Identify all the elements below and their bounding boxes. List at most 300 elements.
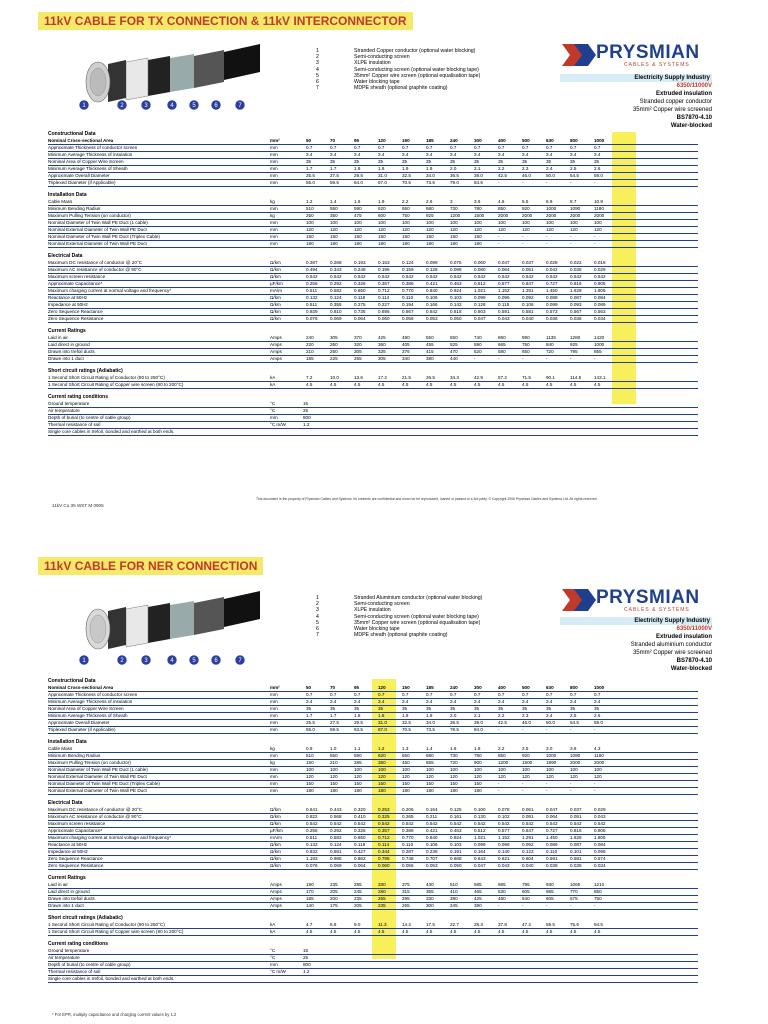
cell-value: 0.647 <box>522 828 534 833</box>
cell-value: 210 <box>306 349 314 354</box>
cell-value: 440 <box>450 356 458 361</box>
svg-text:7: 7 <box>238 658 242 664</box>
cell-value: 120 <box>402 227 410 232</box>
cell-value: 2.2 <box>498 713 505 718</box>
cell-value: 0.110 <box>402 842 414 847</box>
column-header: 630 <box>546 138 554 143</box>
cell-value: 180 <box>306 788 314 793</box>
row-label: Nominal Diameter of Twin Wall PE Duct (1 cable) <box>48 767 148 772</box>
cell-value: 0.089 <box>546 295 558 300</box>
cell-value: 0.581 <box>522 309 534 314</box>
cell-value: 28.3 <box>474 922 483 927</box>
cell-value: 55.0 <box>306 727 315 732</box>
row-label: Approximate Overall Diameter <box>48 720 110 725</box>
cell-value: 0.542 <box>378 274 390 279</box>
cell-value: 265 <box>378 896 386 901</box>
cell-value: 470 <box>450 349 458 354</box>
legend-text: Stranded Copper conductor (optional water blocking) <box>354 48 476 54</box>
cell-value: 425 <box>474 896 482 901</box>
table-row <box>48 152 698 159</box>
row-unit: kA <box>270 929 276 934</box>
cell-value: 3.4 <box>354 699 361 704</box>
cell-value: 150 <box>306 234 314 239</box>
group-title: Short circuit ratings (Adiabatic) <box>48 368 123 374</box>
cell-value: 1.7 <box>306 713 313 718</box>
cell-value: 4.5 <box>354 382 361 387</box>
column-header: 400 <box>498 685 506 690</box>
cell-value: 4.5 <box>498 382 505 387</box>
row-unit: mm <box>270 166 278 171</box>
brand-name: PRYSMIAN <box>596 42 700 63</box>
cell-value: - <box>546 180 548 185</box>
cell-value: 0.080 <box>474 267 486 272</box>
cell-value: 0.7 <box>426 145 433 150</box>
cell-value: 0.110 <box>402 295 414 300</box>
cell-value: 0.924 <box>450 288 462 293</box>
cell-value: 0.542 <box>354 821 366 826</box>
cell-value: 1.9 <box>402 166 409 171</box>
cell-value: 150 <box>474 781 482 786</box>
row-label: Nominal Diameter of Twin Wall PE Duct (Triplex Cable) <box>48 781 160 786</box>
legend-number: 3 <box>316 607 319 614</box>
table-row <box>48 720 698 727</box>
cell-value: 0.443 <box>330 807 342 812</box>
cell-value: 585 <box>474 882 482 887</box>
cell-value: 42.5 <box>498 720 507 725</box>
cell-value: 0.253 <box>378 807 390 812</box>
row-unit: Ω/km <box>270 814 281 819</box>
cell-value: 0.092 <box>522 295 534 300</box>
row-label: Drawn into 1 duct <box>48 903 84 908</box>
cell-value: 0.193 <box>354 260 366 265</box>
cell-value: 3.4 <box>306 699 313 704</box>
cell-value: 0.542 <box>306 274 318 279</box>
cell-value: 0.089 <box>594 302 606 307</box>
table-row <box>48 727 698 734</box>
table-row <box>48 774 698 781</box>
cell-value: 0.114 <box>378 842 390 847</box>
cell-value: 4.5 <box>378 929 385 934</box>
cell-value: 750 <box>402 213 410 218</box>
cell-value: 0.542 <box>594 274 606 279</box>
svg-text:7: 7 <box>238 103 242 109</box>
cell-value: 35 <box>594 706 600 711</box>
group-title: Installation Data <box>48 739 87 745</box>
column-header: 300 <box>474 685 482 690</box>
table-row <box>48 316 698 323</box>
cell-value: 180 <box>330 788 338 793</box>
cell-value: 0.069 <box>330 863 342 868</box>
table-row <box>48 882 698 889</box>
cell-value: - <box>594 781 596 786</box>
cell-value: 0.344 <box>378 849 390 854</box>
cell-value: 150 <box>474 234 482 239</box>
cell-value: 0.100 <box>474 807 486 812</box>
row-unit: mm² <box>270 685 280 690</box>
row-label: Maximum screen resistance <box>48 274 106 279</box>
cell-value: 150 <box>330 781 338 786</box>
cell-value: 71.5 <box>522 375 531 380</box>
cell-value: 1.9 <box>378 199 385 204</box>
legend-text: Semi-conducting screen <box>354 54 410 61</box>
table-row <box>48 382 698 389</box>
screen-type: 35mm² Copper wire screened <box>632 650 712 656</box>
cell-value: 42.9 <box>474 375 483 380</box>
cell-value: 0.816 <box>570 828 582 833</box>
cell-value: 0.060 <box>378 863 390 868</box>
cell-value: 35 <box>450 706 456 711</box>
cell-value: 25.5 <box>306 173 315 178</box>
cell-value: 265 <box>402 903 410 908</box>
row-unit: Ω/km <box>270 842 281 847</box>
cell-value: 4.5 <box>306 929 313 934</box>
cell-value: 305 <box>378 356 386 361</box>
cell-value: 0.840 <box>426 288 438 293</box>
table-row <box>48 302 698 309</box>
cell-value: 375 <box>402 882 410 887</box>
cell-value: 0.124 <box>330 842 342 847</box>
cell-value: 150 <box>426 781 434 786</box>
cell-value: 120 <box>354 774 362 779</box>
cell-value: 0.320 <box>354 807 366 812</box>
svg-text:6: 6 <box>214 658 218 664</box>
column-header: 630 <box>546 685 554 690</box>
cell-value: 0.832 <box>306 849 318 854</box>
cell-value: 0.386 <box>402 281 414 286</box>
table-row <box>48 929 698 936</box>
cell-value: 0.018 <box>594 260 606 265</box>
cell-value: 35 <box>354 706 360 711</box>
column-header: 1000 <box>594 138 605 143</box>
cell-value: 34.0 <box>426 720 435 725</box>
cell-value: 0.075 <box>450 260 462 265</box>
group-title: Installation Data <box>48 192 87 198</box>
cell-value: 665 <box>498 342 506 347</box>
table-row <box>48 821 698 828</box>
cell-value: - <box>498 180 500 185</box>
cell-value: 4.7 <box>306 922 313 927</box>
cell-value: - <box>570 727 572 732</box>
row-unit: mm² <box>270 138 280 143</box>
column-header: 95 <box>354 138 360 143</box>
component-legend <box>316 48 480 91</box>
cell-value: 120 <box>474 774 482 779</box>
cell-value: 0.292 <box>330 828 342 833</box>
voltage-rating: 6350/11000V <box>676 626 712 632</box>
cell-value: 0.153 <box>378 260 390 265</box>
cell-value: 120 <box>426 227 434 232</box>
cell-value: 1.6 <box>450 746 457 751</box>
cell-value: 1.9 <box>426 166 433 171</box>
cell-value: 73.5 <box>426 180 435 185</box>
cell-value: 4.5 <box>594 382 601 387</box>
cell-value: 4.5 <box>402 382 409 387</box>
cell-value: 120 <box>402 774 410 779</box>
cell-value: 35 <box>498 706 504 711</box>
cell-value: 0.494 <box>306 267 318 272</box>
svg-text:2: 2 <box>120 103 124 109</box>
cell-value: 605 <box>522 889 530 894</box>
cell-value: 0.7 <box>570 692 577 697</box>
cell-value: 0.118 <box>354 842 366 847</box>
cell-value: - <box>498 356 500 361</box>
cell-value: 165 <box>306 896 314 901</box>
cell-value: 3.4 <box>594 152 601 157</box>
cell-value: 990 <box>522 335 530 340</box>
cell-value: 2.5 <box>522 746 529 751</box>
cell-value: 0.034 <box>594 863 606 868</box>
row-unit: Amps <box>270 889 282 894</box>
cell-value: 0.161 <box>450 814 462 819</box>
cell-value: 3.4 <box>450 152 457 157</box>
cell-value: 0.542 <box>354 274 366 279</box>
cell-value: 430 <box>426 882 434 887</box>
cell-value: 620 <box>378 206 386 211</box>
cell-value: 100 <box>546 767 554 772</box>
condition-value: 25 <box>303 955 309 960</box>
cell-value: 285 <box>354 760 362 765</box>
water-blocking: Water-blocked <box>670 666 712 672</box>
cell-value: 47.2 <box>522 922 531 927</box>
cell-value: - <box>594 788 596 793</box>
cell-value: 0.196 <box>378 267 390 272</box>
table-row <box>48 309 698 316</box>
cell-value: 0.542 <box>594 821 606 826</box>
cell-value: 0.064 <box>498 267 510 272</box>
cell-value: 3.4 <box>570 699 577 704</box>
cell-value: 120 <box>498 774 506 779</box>
condition-value <box>303 976 333 982</box>
cell-value: 360 <box>378 760 386 765</box>
cell-value: 3.4 <box>450 699 457 704</box>
row-unit: Amps <box>270 903 282 908</box>
cell-value: 0.7 <box>306 692 313 697</box>
cell-value: 35 <box>378 159 384 164</box>
cell-value: 0.081 <box>522 814 534 819</box>
table-row <box>48 375 698 382</box>
cell-value: 0.087 <box>570 842 582 847</box>
cell-value: 21.5 <box>402 375 411 380</box>
cell-value: 525 <box>450 342 458 347</box>
table-row <box>48 220 698 227</box>
table-header-row <box>48 685 698 692</box>
cell-value: 29.5 <box>354 173 363 178</box>
row-label: Triplexed Diameter (if Applicable) <box>48 727 116 732</box>
table-row <box>48 856 698 863</box>
table-row <box>48 753 698 760</box>
cell-value: 650 <box>522 349 530 354</box>
column-header: 500 <box>522 138 530 143</box>
cell-value: 345 <box>450 903 458 908</box>
cell-value: 180 <box>330 241 338 246</box>
cell-value: 70.5 <box>402 727 411 732</box>
cell-value: 4.5 <box>378 382 385 387</box>
cell-value: 150 <box>354 781 362 786</box>
spec-block <box>560 617 712 673</box>
cell-value: - <box>498 903 500 908</box>
cell-value: 2.3 <box>522 713 529 718</box>
cell-value: 0.542 <box>546 821 558 826</box>
cell-value: 600 <box>378 213 386 218</box>
cell-value: 94.5 <box>594 922 603 927</box>
cell-value: 4.5 <box>354 929 361 934</box>
cell-value: 0.029 <box>594 807 606 812</box>
row-label: Minimum Bending Radius <box>48 753 101 758</box>
cell-value: 0.326 <box>354 281 366 286</box>
cell-value: 39.0 <box>474 720 483 725</box>
cell-value: 140 <box>306 903 314 908</box>
cell-value: 0.542 <box>330 821 342 826</box>
cell-value: 31.0 <box>378 173 387 178</box>
cell-value: 0.542 <box>450 821 462 826</box>
row-label: Approximate Thickness of conductor screen <box>48 145 138 150</box>
cell-value: 3.4 <box>426 152 433 157</box>
row-label: Maximum Pulling Tension (on conductor) <box>48 213 131 218</box>
cell-value: 205 <box>330 889 338 894</box>
cell-value: 2.2 <box>402 199 409 204</box>
cell-value: 0.582 <box>330 835 342 840</box>
cell-value: 1.3 <box>402 746 409 751</box>
cell-value: 59.5 <box>546 922 555 927</box>
svg-text:2: 2 <box>120 658 124 664</box>
cell-value: 350 <box>330 213 338 218</box>
cell-value: 0.043 <box>498 863 510 868</box>
row-label: Impedance at 50Hz <box>48 849 88 854</box>
cell-value: 0.047 <box>498 260 510 265</box>
cell-value: 0.7 <box>426 692 433 697</box>
cell-value: 59.5 <box>330 727 339 732</box>
cell-value: - <box>522 356 524 361</box>
cell-value: 100 <box>522 767 530 772</box>
cell-value: 205 <box>354 903 362 908</box>
cell-value: 0.043 <box>498 316 510 321</box>
cell-value: 0.034 <box>594 316 606 321</box>
cell-value: 4.5 <box>594 929 601 934</box>
cell-value: 860 <box>498 335 506 340</box>
cell-value: 376 <box>402 349 410 354</box>
cell-value: 3.4 <box>498 699 505 704</box>
legend-text: Semi-conducting screen (optional water blocking tape) <box>354 66 479 73</box>
cell-value: 540 <box>522 896 530 901</box>
cell-value: 35 <box>426 159 432 164</box>
cell-value: 0.386 <box>402 828 414 833</box>
column-header: 95 <box>354 685 360 690</box>
cell-value: 6.9 <box>546 199 553 204</box>
cell-value: 4.5 <box>330 382 337 387</box>
table-row <box>48 267 698 274</box>
group-title: Constructional Data <box>48 131 96 137</box>
cell-value: 0.7 <box>378 145 385 150</box>
group-title: Current Ratings <box>48 328 86 334</box>
cell-value: 37.8 <box>498 922 507 927</box>
cell-value: 54.5 <box>570 720 579 725</box>
row-label: Nominal Area of Copper Wire Screen <box>48 159 124 164</box>
row-unit: mm <box>270 727 278 732</box>
row-label: Approximate Thickness of conductor screen <box>48 692 138 697</box>
cell-value: 0.542 <box>522 274 534 279</box>
cell-value: 3.4 <box>474 152 481 157</box>
condition-unit: mm <box>270 415 278 420</box>
cell-value: 4.3 <box>594 746 601 751</box>
cell-value: 2.6 <box>594 166 601 171</box>
svg-text:1: 1 <box>82 103 86 109</box>
row-label: Maximum screen resistance <box>48 821 106 826</box>
cell-value: 0.577 <box>498 281 510 286</box>
cell-value: 0.7 <box>474 145 481 150</box>
cell-value: 32.5 <box>402 720 411 725</box>
cell-value: 84.5 <box>474 180 483 185</box>
row-label: Laid in air <box>48 882 68 887</box>
cell-value: 685 <box>546 889 554 894</box>
cell-value: 380 <box>426 356 434 361</box>
cell-value: 1.4 <box>330 199 337 204</box>
cell-value: 100 <box>450 767 458 772</box>
row-unit: Amps <box>270 882 282 887</box>
cell-value: 0.427 <box>354 849 366 854</box>
row-unit: mm <box>270 173 278 178</box>
cell-value: 3.4 <box>330 699 337 704</box>
cell-value: 1.021 <box>474 288 486 293</box>
cell-value: - <box>546 781 548 786</box>
cell-value: 100 <box>306 220 314 225</box>
table-row <box>48 767 698 774</box>
cell-value: 450 <box>402 760 410 765</box>
cell-value: 0.542 <box>474 274 486 279</box>
cell-value: 1135 <box>546 335 556 340</box>
row-unit: Ω/km <box>270 267 281 272</box>
cell-value: 3.4 <box>402 152 409 157</box>
cell-value: 50.0 <box>546 173 555 178</box>
row-unit: mm <box>270 706 278 711</box>
row-unit: Ω/km <box>270 295 281 300</box>
cell-value: 35 <box>474 159 480 164</box>
cell-value: 360 <box>378 342 386 347</box>
cell-value: 0.355 <box>330 302 342 307</box>
cell-value: 0.929 <box>306 309 318 314</box>
cell-value: 120 <box>450 227 458 232</box>
row-label: Minimum Average Thickness of Sheath <box>48 713 128 718</box>
row-label: Impedance at 50Hz <box>48 302 88 307</box>
cell-value: 620 <box>378 753 386 758</box>
cell-value: 0.115 <box>498 302 510 307</box>
table-row <box>48 213 698 220</box>
condition-unit <box>270 976 303 982</box>
row-unit: Ω/km <box>270 849 281 854</box>
row-label: 1 Second Short Circuit Rating of Conductor (90 to 250°C) <box>48 922 165 927</box>
cell-value: - <box>522 788 524 793</box>
cell-value: 680 <box>426 206 434 211</box>
cell-value: 0.035 <box>570 863 582 868</box>
cell-value: 55.0 <box>306 180 315 185</box>
cell-value: 100 <box>330 767 338 772</box>
table-row <box>48 699 698 706</box>
cell-value: 0.043 <box>594 814 606 819</box>
cell-value: - <box>570 903 572 908</box>
row-label: Laid direct in ground <box>48 342 90 347</box>
cell-value: 410 <box>450 889 458 894</box>
table-row <box>48 145 698 152</box>
svg-text:6: 6 <box>214 103 218 109</box>
cell-value: 0.069 <box>330 316 342 321</box>
table-row <box>48 788 698 795</box>
cell-value: 3.0 <box>546 746 553 751</box>
cell-value: 0.463 <box>450 828 462 833</box>
cell-value: 0.036 <box>570 316 582 321</box>
condition-unit: °C m/W <box>270 969 286 974</box>
row-unit: Ω/km <box>270 274 281 279</box>
row-label: Nominal Diameter of Twin Wall PE Duct (Triplex Cable) <box>48 234 160 239</box>
legend-item <box>316 85 480 91</box>
